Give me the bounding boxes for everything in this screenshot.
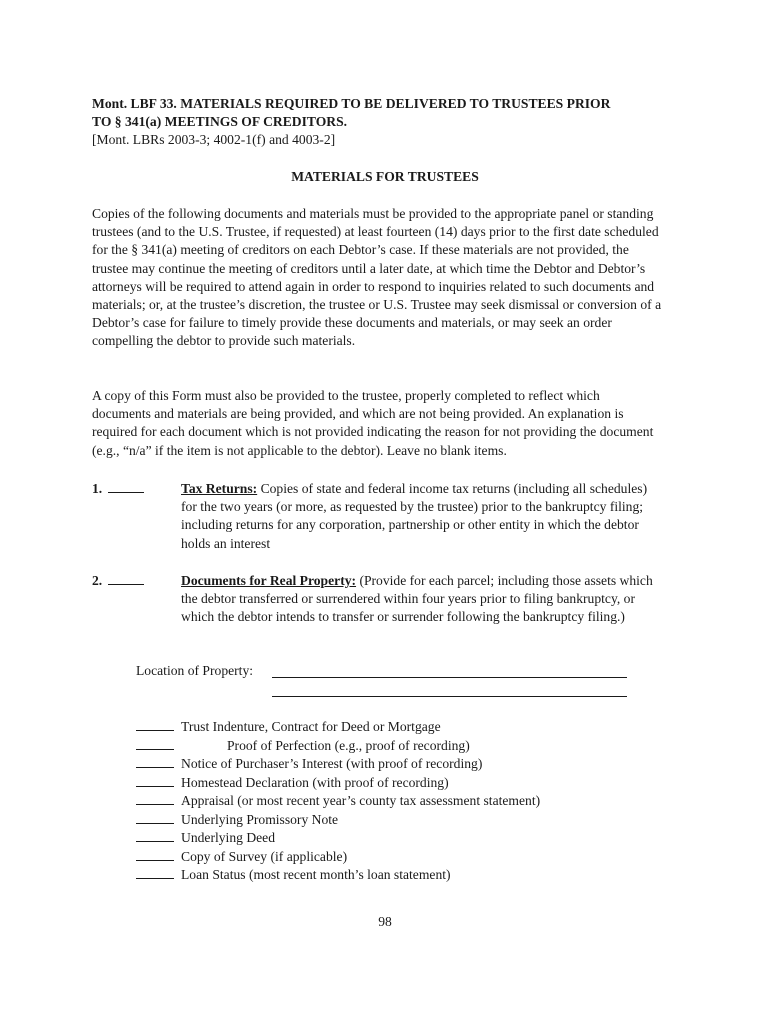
checklist-blank[interactable] — [136, 829, 174, 842]
checklist-blank[interactable] — [136, 755, 174, 768]
checklist-label: Loan Status (most recent month’s loan statement) — [181, 867, 451, 882]
checklist-label: Homestead Declaration (with proof of recording) — [181, 774, 449, 790]
checklist-blank[interactable] — [136, 848, 174, 861]
checklist-label: Appraisal (or most recent year’s county tax assessment statement) — [181, 793, 541, 808]
item-1-number-label: 1. — [92, 481, 103, 496]
checklist-item — [136, 866, 451, 884]
instructions-paragraph-1: Copies of the following documents and materials must be provided to the appropriate panel or standing trustees (and to the U.S. Trustee, if requested) at least fourteen (14) days prior to the first date scheduled for the § 341(a) meeting of creditors on each Debtor’s case. If these materials are not provided, the trustee may continue the meeting of creditors until a later date, at which time the Debtor and Debtor’s attorneys will be required to attend again in order to respond to inquiries related to such documents and materials; or, at the trustee’s discretion, the trustee or U.S. Trustee may seek dismissal or conversion of a Debtor’s case for failure to timely provide these documents and materials, or may seek an order compelling the debtor to provide such materials. — [92, 206, 662, 349]
item-2-description — [181, 572, 661, 627]
item-2-number — [92, 572, 144, 590]
instructions-paragraph-2: A copy of this Form must also be provided to the trustee, properly completed to reflect which documents and materials are being provided, and which are not being provided. An explanation is required for each document which is not provided indicating the reason for not providing the document (e.g., “n/a” if the item is not applicable to the debtor). Leave no blank items. — [92, 388, 654, 458]
form-title-line-2: TO § 341(a) MEETINGS OF CREDITORS. — [92, 114, 348, 130]
checklist-label: Copy of Survey (if applicable) — [181, 848, 348, 864]
checklist-item — [136, 829, 275, 847]
item-1-text: Copies of state and federal income tax returns (including all schedules) for the two years (or more, as requested by the trustee) prior to the bankruptcy filing; including returns for any corporation, partnership or other entity in which the debtor holds an interest — [181, 481, 648, 551]
checklist-label: Trust Indenture, Contract for Deed or Mortgage — [181, 719, 441, 734]
item-2-number-label: 2. — [92, 573, 103, 588]
checklist-item — [136, 774, 449, 792]
item-2-heading: Documents for Real Property: — [181, 573, 357, 588]
checklist-blank[interactable] — [136, 737, 174, 750]
item-2-text: (Provide for each parcel; including those assets which the debtor transferred or surrendered within four years prior to filing bankruptcy, or which the debtor intends to transfer or surrender following the bankruptcy filing.) — [181, 573, 653, 625]
checklist-blank[interactable] — [136, 792, 174, 805]
checklist-item — [136, 718, 441, 736]
item-2-blank[interactable] — [108, 573, 144, 585]
checklist-item — [136, 848, 347, 866]
item-1-blank[interactable] — [108, 481, 144, 493]
checklist-blank[interactable] — [136, 718, 174, 731]
section-heading: MATERIALS FOR TRUSTEES — [291, 169, 479, 184]
checklist-item — [136, 811, 338, 829]
item-1-heading: Tax Returns: — [181, 481, 258, 496]
checklist-blank[interactable] — [136, 774, 174, 787]
location-line-1[interactable] — [272, 677, 627, 678]
form-title-line-1: Mont. LBF 33. MATERIALS REQUIRED TO BE DELIVERED TO TRUSTEES PRIOR — [92, 96, 611, 111]
checklist-blank[interactable] — [136, 811, 174, 824]
form-title — [92, 95, 692, 150]
checklist-label: Notice of Purchaser’s Interest (with proof of recording) — [181, 756, 483, 771]
checklist-label: Underlying Deed — [181, 830, 275, 845]
location-line-2[interactable] — [272, 696, 627, 697]
location-label: Location of Property: — [136, 663, 254, 678]
item-1-number — [92, 480, 144, 498]
checklist-label: Proof of Perfection (e.g., proof of recording) — [227, 737, 470, 753]
checklist-item — [136, 737, 470, 755]
item-1-description — [181, 480, 661, 553]
form-rule-references: [Mont. LBRs 2003-3; 4002-1(f) and 4003-2] — [92, 132, 336, 148]
checklist-blank[interactable] — [136, 866, 174, 879]
checklist-item — [136, 755, 482, 773]
page-number: 98 — [378, 914, 392, 929]
checklist-label: Underlying Promissory Note — [181, 811, 339, 827]
checklist-item — [136, 792, 540, 810]
